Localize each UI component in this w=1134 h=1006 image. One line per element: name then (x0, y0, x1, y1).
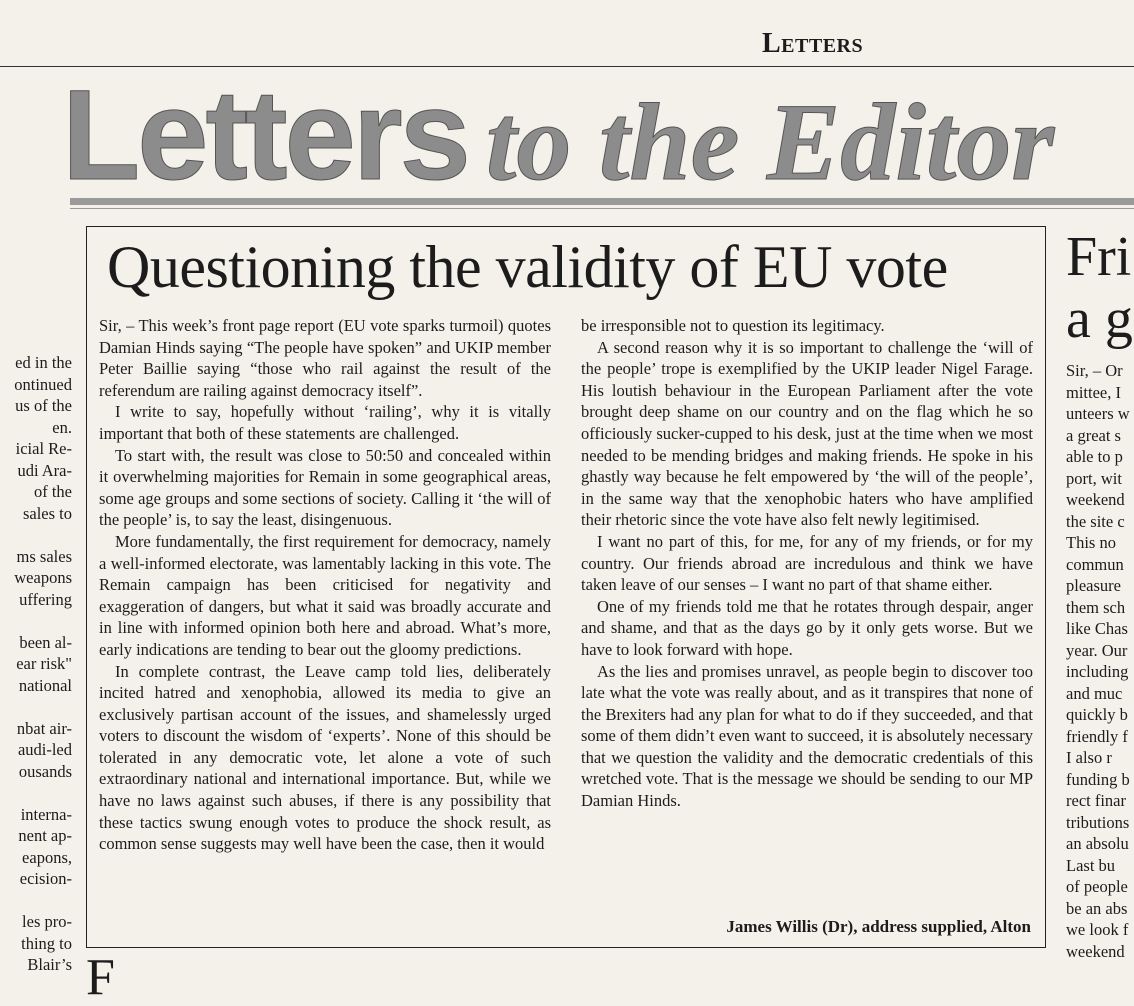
left-fragment-line: nbat air- (16, 718, 72, 738)
paragraph: I write to say, hopefully without ‘railing’, why it is vitally important that both of these statements are challenged. (99, 402, 551, 443)
right-fragment-line: tributions (1066, 812, 1130, 832)
right-fragment-line: able to p (1066, 447, 1123, 466)
left-fragment-line: national (18, 675, 72, 695)
left-fragment-line (0, 890, 72, 912)
letter-column-1 (99, 315, 551, 855)
right-fragment-line: of people (1066, 877, 1128, 896)
letter-box (86, 226, 1046, 948)
left-fragment-line: interna- (20, 804, 72, 824)
masthead (62, 64, 1055, 207)
right-fragment-line: pleasure (1066, 576, 1121, 595)
left-fragment-line: Blair’s (27, 955, 72, 974)
left-fragment-line: audi-led (17, 740, 72, 759)
left-fragment-line (0, 524, 72, 546)
left-fragment-line: weapons (14, 568, 72, 587)
paragraph: To start with, the result was close to 50:50 and concealed within it overwhelming majorities for Remain in some geographical areas, some age groups and some sections of society. Calling it ‘the will of the people’ is, to say the least, disingenuous. (99, 445, 551, 530)
right-fragment-line: port, wit (1066, 468, 1122, 488)
masthead-rule-thin (70, 208, 1134, 209)
right-fragment-line: we look f (1066, 920, 1129, 939)
right-headline-line-1: Fri (1066, 226, 1132, 288)
left-fragment-line: of the (33, 482, 72, 501)
left-fragment-line: uffering (19, 589, 72, 609)
paragraph: As the lies and promises unravel, as people begin to discover too late what the vote was really about, and as it transpires that none of the Brexiters had any plan for what to do if they succeeded, and that some of them didn’t even want to succeed, it is absolutely necessary that we question the validity and the democratic credentials of this wretched vote. That is the message we should be sending to our MP Damian Hinds. (581, 661, 1033, 811)
left-fragment-line: us of the (15, 396, 72, 415)
masthead-rule (70, 198, 1134, 205)
left-fragment-line (0, 610, 72, 632)
left-fragment-line: ear risk" (16, 654, 72, 673)
section-label: Letters (762, 28, 864, 59)
left-fragment-line: nent ap- (18, 826, 72, 845)
left-fragment-line: ecision- (19, 869, 72, 888)
right-fragment-line: weekend (1066, 941, 1125, 961)
right-fragment-line: be an abs (1066, 898, 1128, 918)
right-fragment-line: rect finar (1066, 791, 1126, 810)
right-fragment-line: an absolu (1066, 834, 1129, 853)
paragraph: be irresponsible not to question its legitimacy. (581, 316, 885, 335)
letter-column-2 (581, 315, 1033, 812)
right-column-fragment (1066, 226, 1134, 962)
left-fragment-line: les pro- (22, 912, 72, 931)
paragraph: One of my friends told me that he rotates through despair, anger and shame, and that as the days go by it only gets worse. But we have to look forward with hope. (581, 596, 1033, 659)
bottom-headline-fragment: F (86, 949, 115, 1006)
paragraph: I want no part of this, for me, for any of my friends, or for my country. Our friends abroad are incredulous and think we have taken leave of our senses – I want no part of that shame either. (581, 531, 1033, 595)
right-fragment-line: and muc (1066, 683, 1123, 703)
left-fragment-line: sales to (22, 503, 72, 523)
right-fragment-line: them sch (1066, 597, 1126, 617)
left-fragment-line: thing to (21, 933, 72, 953)
paragraph: Sir, – This week’s front page report (EU vote sparks turmoil) quotes Damian Hinds saying “The people have spoken” and UKIP member Peter Baillie saying “those who rail against the result of the referendum are railing against democracy itself”. (99, 316, 551, 400)
left-fragment-line: ms sales (16, 546, 72, 566)
right-fragment-line: This no (1066, 533, 1116, 552)
right-fragment-line: Sir, – Or (1066, 361, 1123, 380)
right-body-fragment (1066, 360, 1134, 962)
right-fragment-line: a great s (1066, 425, 1121, 445)
right-fragment-line: commun (1066, 554, 1124, 574)
right-fragment-line: year. Our (1066, 640, 1128, 660)
right-fragment-line: quickly b (1066, 705, 1128, 724)
right-fragment-line: mittee, I (1066, 382, 1121, 402)
right-fragment-line: unteers w (1066, 404, 1130, 423)
paragraph: A second reason why it is so important to challenge the ‘will of the people’ trope is exemplified by the UKIP leader Nigel Farage. His loutish behaviour in the European Parliament after the vote brought deep shame on our country and on the flag which he so officiously sucker-cupped to his desk, just at the time when we most needed to be mending bridges and making friends. He spoke in his ghastly way because he felt empowered by ‘the will of the people’, in the same way that the xenophobic haters who have amplified their rhetoric since the vote have also felt newly legitimised. (581, 337, 1033, 530)
right-fragment-line: Last bu (1066, 855, 1116, 875)
left-fragment-line: en. (52, 417, 72, 437)
letter-signature: James Willis (Dr), address supplied, Alton (726, 917, 1031, 936)
left-fragment-line: ed in the (15, 353, 72, 372)
left-fragment-line: icial Re- (15, 439, 72, 458)
left-fragment-line: eapons, (22, 847, 72, 867)
masthead-to-the-editor: to the Editor (485, 81, 1055, 203)
left-fragment-line (0, 782, 72, 804)
left-fragment-line: ontinued (14, 374, 72, 394)
right-fragment-line: the site c (1066, 511, 1125, 531)
right-fragment-line: funding b (1066, 769, 1130, 789)
left-fragment-line (0, 696, 72, 718)
left-fragment-line: ousands (18, 761, 72, 781)
letter-headline: Questioning the validity of EU vote (107, 234, 948, 300)
masthead-letters: Letters (62, 64, 468, 207)
paragraph: More fundamentally, the first requirement for democracy, namely a well-informed electorate, was lamentably lacking in this vote. The Remain campaign has been criticised for negativity and exaggeration of dangers, but what it said was broadly accurate and in line with informed opinion both here and abroad. What’s more, early indications are tending to bear out the gloomy predictions. (99, 531, 551, 659)
right-fragment-line: like Chas (1066, 619, 1128, 638)
right-fragment-line: friendly f (1066, 726, 1128, 746)
left-fragment-line: been al- (19, 632, 72, 652)
paragraph: In complete contrast, the Leave camp told lies, deliberately incited hatred and xenophobia, allowed its media to give an exclusively partisan account of the issues, and shamelessly urged voters to discount the wisdom of ‘experts’. None of this should be tolerated in any democratic vote, let alone a vote of such extraordinary national and international importance. But, while we have no laws against such abuses, if there is any possibility that these tactics swung enough votes to produce the shock result, as common sense suggests may well have been the case, then it would (99, 661, 551, 854)
right-fragment-line: I also r (1066, 748, 1112, 767)
left-column-fragment (0, 352, 72, 976)
right-headline-line-2: a g (1066, 288, 1133, 350)
right-fragment-line: weekend (1066, 490, 1125, 509)
left-fragment-line: udi Ara- (17, 460, 72, 480)
right-fragment-line: including (1066, 662, 1129, 681)
